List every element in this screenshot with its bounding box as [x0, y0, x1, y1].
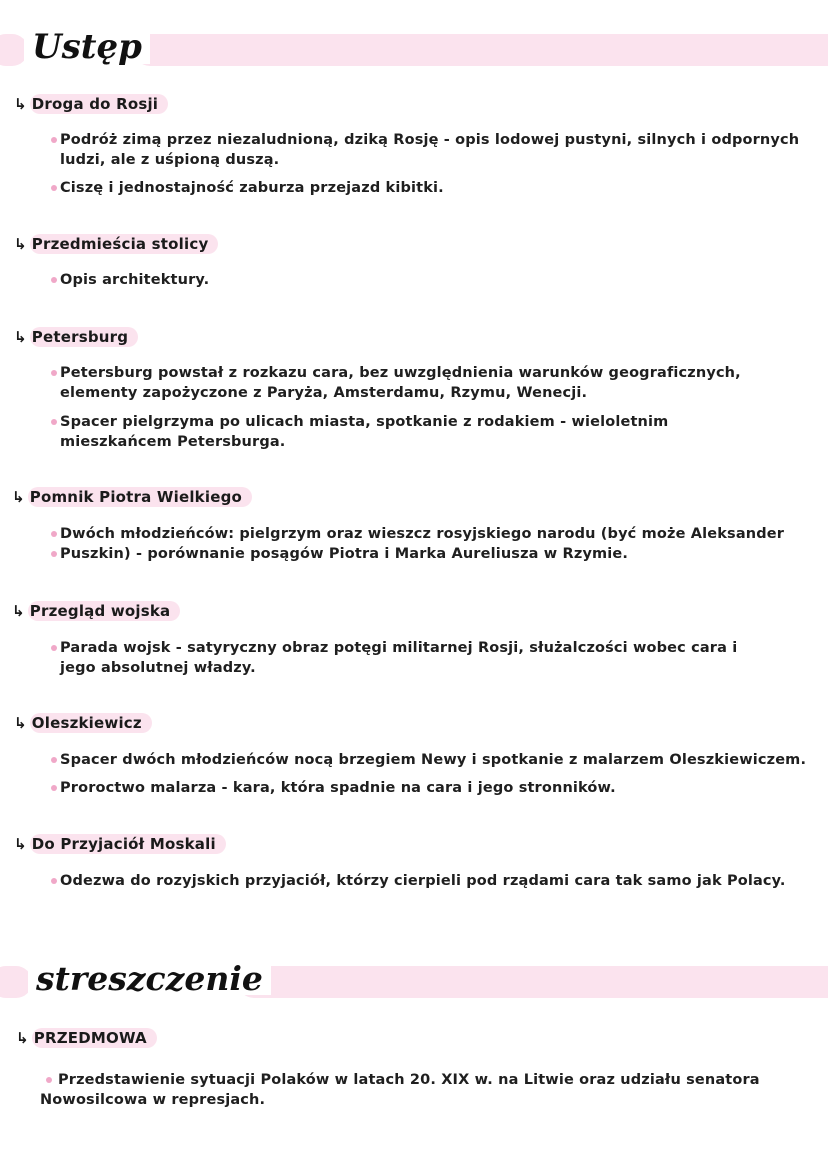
bullet-item — [40, 1070, 760, 1110]
bullet-text: Puszkin) - porównanie posągów Piotra i Marka Aureliusza w Rzymie. — [60, 546, 629, 562]
arrow-right-hook-icon: ↳ — [14, 834, 27, 853]
bullet-dot-icon — [51, 757, 57, 763]
subsection-heading-droga-do-rosji — [14, 93, 168, 115]
bullet-dot-icon — [51, 531, 57, 537]
bullet-text: Petersburg powstał z rozkazu cara, bez uwzględnienia warunków geograficznych, elementy zapożyczone z Paryża, Amsterdamu, Rzymu, Wenecji. — [60, 365, 741, 401]
section-title-ustep: Ustęp — [24, 30, 150, 64]
bullet-text: Spacer dwóch młodzieńców nocą brzegiem Newy i spotkanie z malarzem Oleszkiewiczem. — [60, 752, 807, 768]
arrow-right-hook-icon: ↳ — [16, 1028, 29, 1047]
arrow-right-hook-icon: ↳ — [14, 713, 27, 732]
subsection-heading-oleszkiewicz — [14, 712, 152, 734]
subsection-heading-pomnik-piotra-wielkiego — [12, 486, 252, 508]
bullet-text: Ciszę i jednostajność zaburza przejazd kibitki. — [60, 180, 444, 196]
title-band-right — [238, 966, 828, 998]
heading-label: Droga do Rosji — [30, 94, 168, 114]
section-title-streszczenie: streszczenie — [28, 962, 271, 995]
title-band-right — [134, 34, 828, 66]
bullet-item — [60, 270, 800, 290]
heading-label: Przegląd wojska — [28, 601, 181, 621]
bullet-dot-icon — [51, 419, 57, 425]
bullet-item — [60, 178, 800, 198]
heading-label: Petersburg — [30, 327, 138, 347]
bullet-dot-icon — [51, 551, 57, 557]
arrow-right-hook-icon: ↳ — [14, 234, 27, 253]
bullet-dot-icon — [51, 785, 57, 791]
arrow-right-hook-icon: ↳ — [12, 487, 25, 506]
bullet-item — [60, 778, 800, 798]
bullet-item — [60, 871, 820, 891]
heading-label: Przedmieścia stolicy — [30, 234, 219, 254]
bullet-text: Podróż zimą przez niezaludnioną, dziką Rosję - opis lodowej pustyni, silnych i odpornych ludzi, ale z uśpioną duszą. — [60, 132, 800, 168]
heading-label: Oleszkiewicz — [30, 713, 152, 733]
bullet-dot-icon — [51, 185, 57, 191]
bullet-text: Dwóch młodzieńców: pielgrzym oraz wieszcz rosyjskiego narodu (być może Aleksander — [60, 526, 785, 542]
bullet-item — [60, 750, 820, 770]
subsection-heading-przedmiescia-stolicy — [14, 233, 218, 255]
bullet-item — [60, 524, 800, 544]
bullet-item — [60, 363, 780, 403]
subsection-heading-przeglad-wojska — [12, 600, 180, 622]
bullet-dot-icon — [51, 137, 57, 143]
arrow-right-hook-icon: ↳ — [14, 94, 27, 113]
bullet-dot-icon — [46, 1077, 52, 1083]
bullet-item — [60, 638, 750, 678]
bullet-text: Proroctwo malarza - kara, która spadnie na cara i jego stronników. — [60, 780, 616, 796]
bullet-text: Spacer pielgrzyma po ulicach miasta, spotkanie z rodakiem - wieloletnim mieszkańcem Petersburga. — [60, 414, 669, 450]
bullet-item — [60, 412, 780, 452]
bullet-item — [60, 130, 800, 170]
subsection-heading-do-przyjaciol-moskali — [14, 833, 226, 855]
bullet-text: Przedstawienie sytuacji Polaków w latach 20. XIX w. na Litwie oraz udziału senatora Nowosilcowa w represjach. — [40, 1072, 760, 1108]
arrow-right-hook-icon: ↳ — [12, 601, 25, 620]
bullet-dot-icon — [51, 277, 57, 283]
bullet-dot-icon — [51, 878, 57, 884]
bullet-dot-icon — [51, 370, 57, 376]
bullet-text: Odezwa do rozyjskich przyjaciół, którzy cierpieli pod rządami cara tak samo jak Polacy. — [60, 873, 786, 889]
arrow-right-hook-icon: ↳ — [14, 327, 27, 346]
bullet-text: Parada wojsk - satyryczny obraz potęgi militarnej Rosji, służalczości wobec cara i jego absolutnej władzy. — [60, 640, 738, 676]
bullet-dot-icon — [51, 645, 57, 651]
heading-label: PRZEDMOWA — [32, 1028, 157, 1048]
heading-label: Pomnik Piotra Wielkiego — [28, 487, 252, 507]
bullet-item — [60, 544, 800, 564]
subsection-heading-petersburg — [14, 326, 138, 348]
subsection-heading-przedmowa — [16, 1027, 157, 1049]
bullet-text: Opis architektury. — [60, 272, 210, 288]
heading-label: Do Przyjaciół Moskali — [30, 834, 226, 854]
